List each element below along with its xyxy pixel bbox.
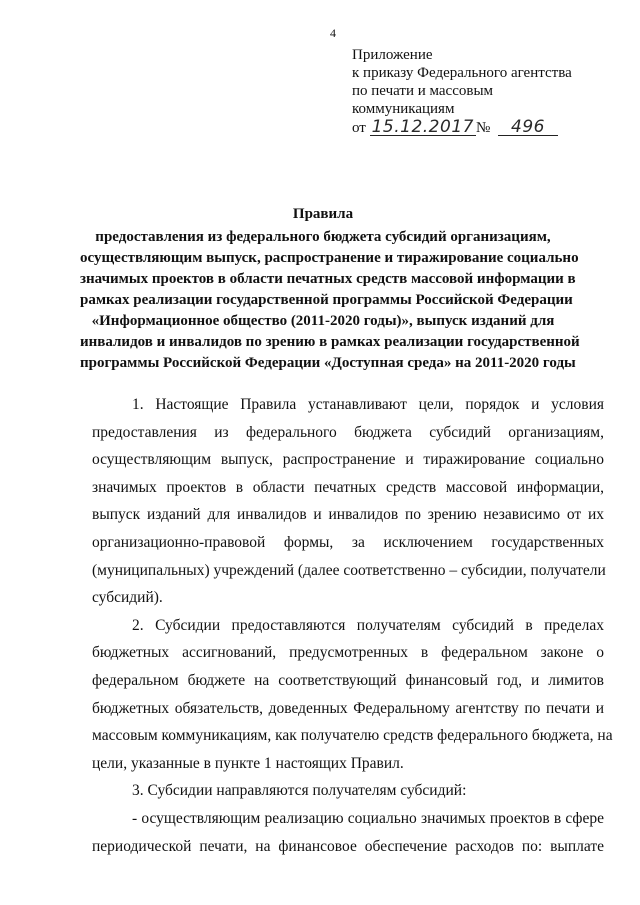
title-heading: Правила xyxy=(292,206,354,222)
title-line: «Информационное общество (2011-2020 годы)», выпуск изданий для xyxy=(91,313,555,329)
text-line: предоставления из федерального бюджета субсидий организациям, xyxy=(92,423,604,441)
order-number-handwritten: 496 xyxy=(498,119,558,136)
document-title xyxy=(80,204,580,374)
text-line: массовым коммуникациям, как получателю средств федерального бюджета, на xyxy=(92,727,613,745)
title-line: значимых проектов в области печатных средств массовой информации в xyxy=(80,271,576,287)
appendix-line: Приложение xyxy=(352,47,433,63)
text-line: периодической печати, на финансовое обеспечение расходов по: выплате xyxy=(92,837,604,855)
title-line: инвалидов и инвалидов по зрению в рамках реализации государственной xyxy=(80,334,580,350)
appendix-line: к приказу Федерального агентства xyxy=(352,65,572,81)
appendix-header xyxy=(352,46,612,137)
text-line: осуществляющим выпуск, распространение и тиражирование социально xyxy=(92,451,604,469)
title-line: рамках реализации государственной программы Российской Федерации xyxy=(80,292,573,308)
text-line: 1. Настоящие Правила устанавливают цели, порядок и условия xyxy=(132,396,604,413)
paragraph-1 xyxy=(92,391,604,612)
text-line: значимых проектов в области печатных средств массовой информации, xyxy=(92,478,604,496)
document-body xyxy=(92,391,613,860)
order-number-sign: № xyxy=(475,120,491,136)
order-reference xyxy=(352,119,612,137)
title-line: программы Российской Федерации «Доступная среда» на 2011-2020 годы xyxy=(80,355,576,371)
text-line: субсидий). xyxy=(92,589,163,607)
text-line: федеральном бюджете на соответствующий финансовый год, и лимитов xyxy=(92,671,604,689)
order-prefix: от xyxy=(352,120,366,136)
text-line: цели, указанные в пункте 1 настоящих Правил. xyxy=(92,754,404,772)
text-line: бюджетных обязательств, доведенных Федеральному агентству по печати и xyxy=(92,699,604,717)
page-number: 4 xyxy=(330,26,336,40)
paragraph-2 xyxy=(92,612,613,778)
paragraph-3 xyxy=(92,777,604,805)
text-line: выпуск изданий для инвалидов и инвалидов по зрению независимо от их xyxy=(92,506,604,524)
text-line: организационно-правовой формы, за исключением государственных xyxy=(92,533,604,551)
title-line: предоставления из федерального бюджета субсидий организациям, xyxy=(95,229,551,245)
text-line: (муниципальных) учреждений (далее соответственно – субсидии, получатели xyxy=(92,561,606,579)
title-line: осуществляющим выпуск, распространение и тиражирование социально xyxy=(80,250,579,266)
appendix-line: по печати и массовым xyxy=(352,83,494,99)
text-line: 3. Субсидии направляются получателям субсидий: xyxy=(132,782,467,800)
paragraph-4 xyxy=(92,805,604,860)
text-line: - осуществляющим реализацию социально значимых проектов в сфере xyxy=(132,809,604,827)
text-line: бюджетных ассигнований, предусмотренных в федеральном законе о xyxy=(92,644,604,662)
order-date-handwritten: 15.12.2017 xyxy=(371,117,474,137)
text-line: 2. Субсидии предоставляются получателям субсидий в пределах xyxy=(132,616,604,634)
appendix-line: коммуникациям xyxy=(352,101,455,117)
